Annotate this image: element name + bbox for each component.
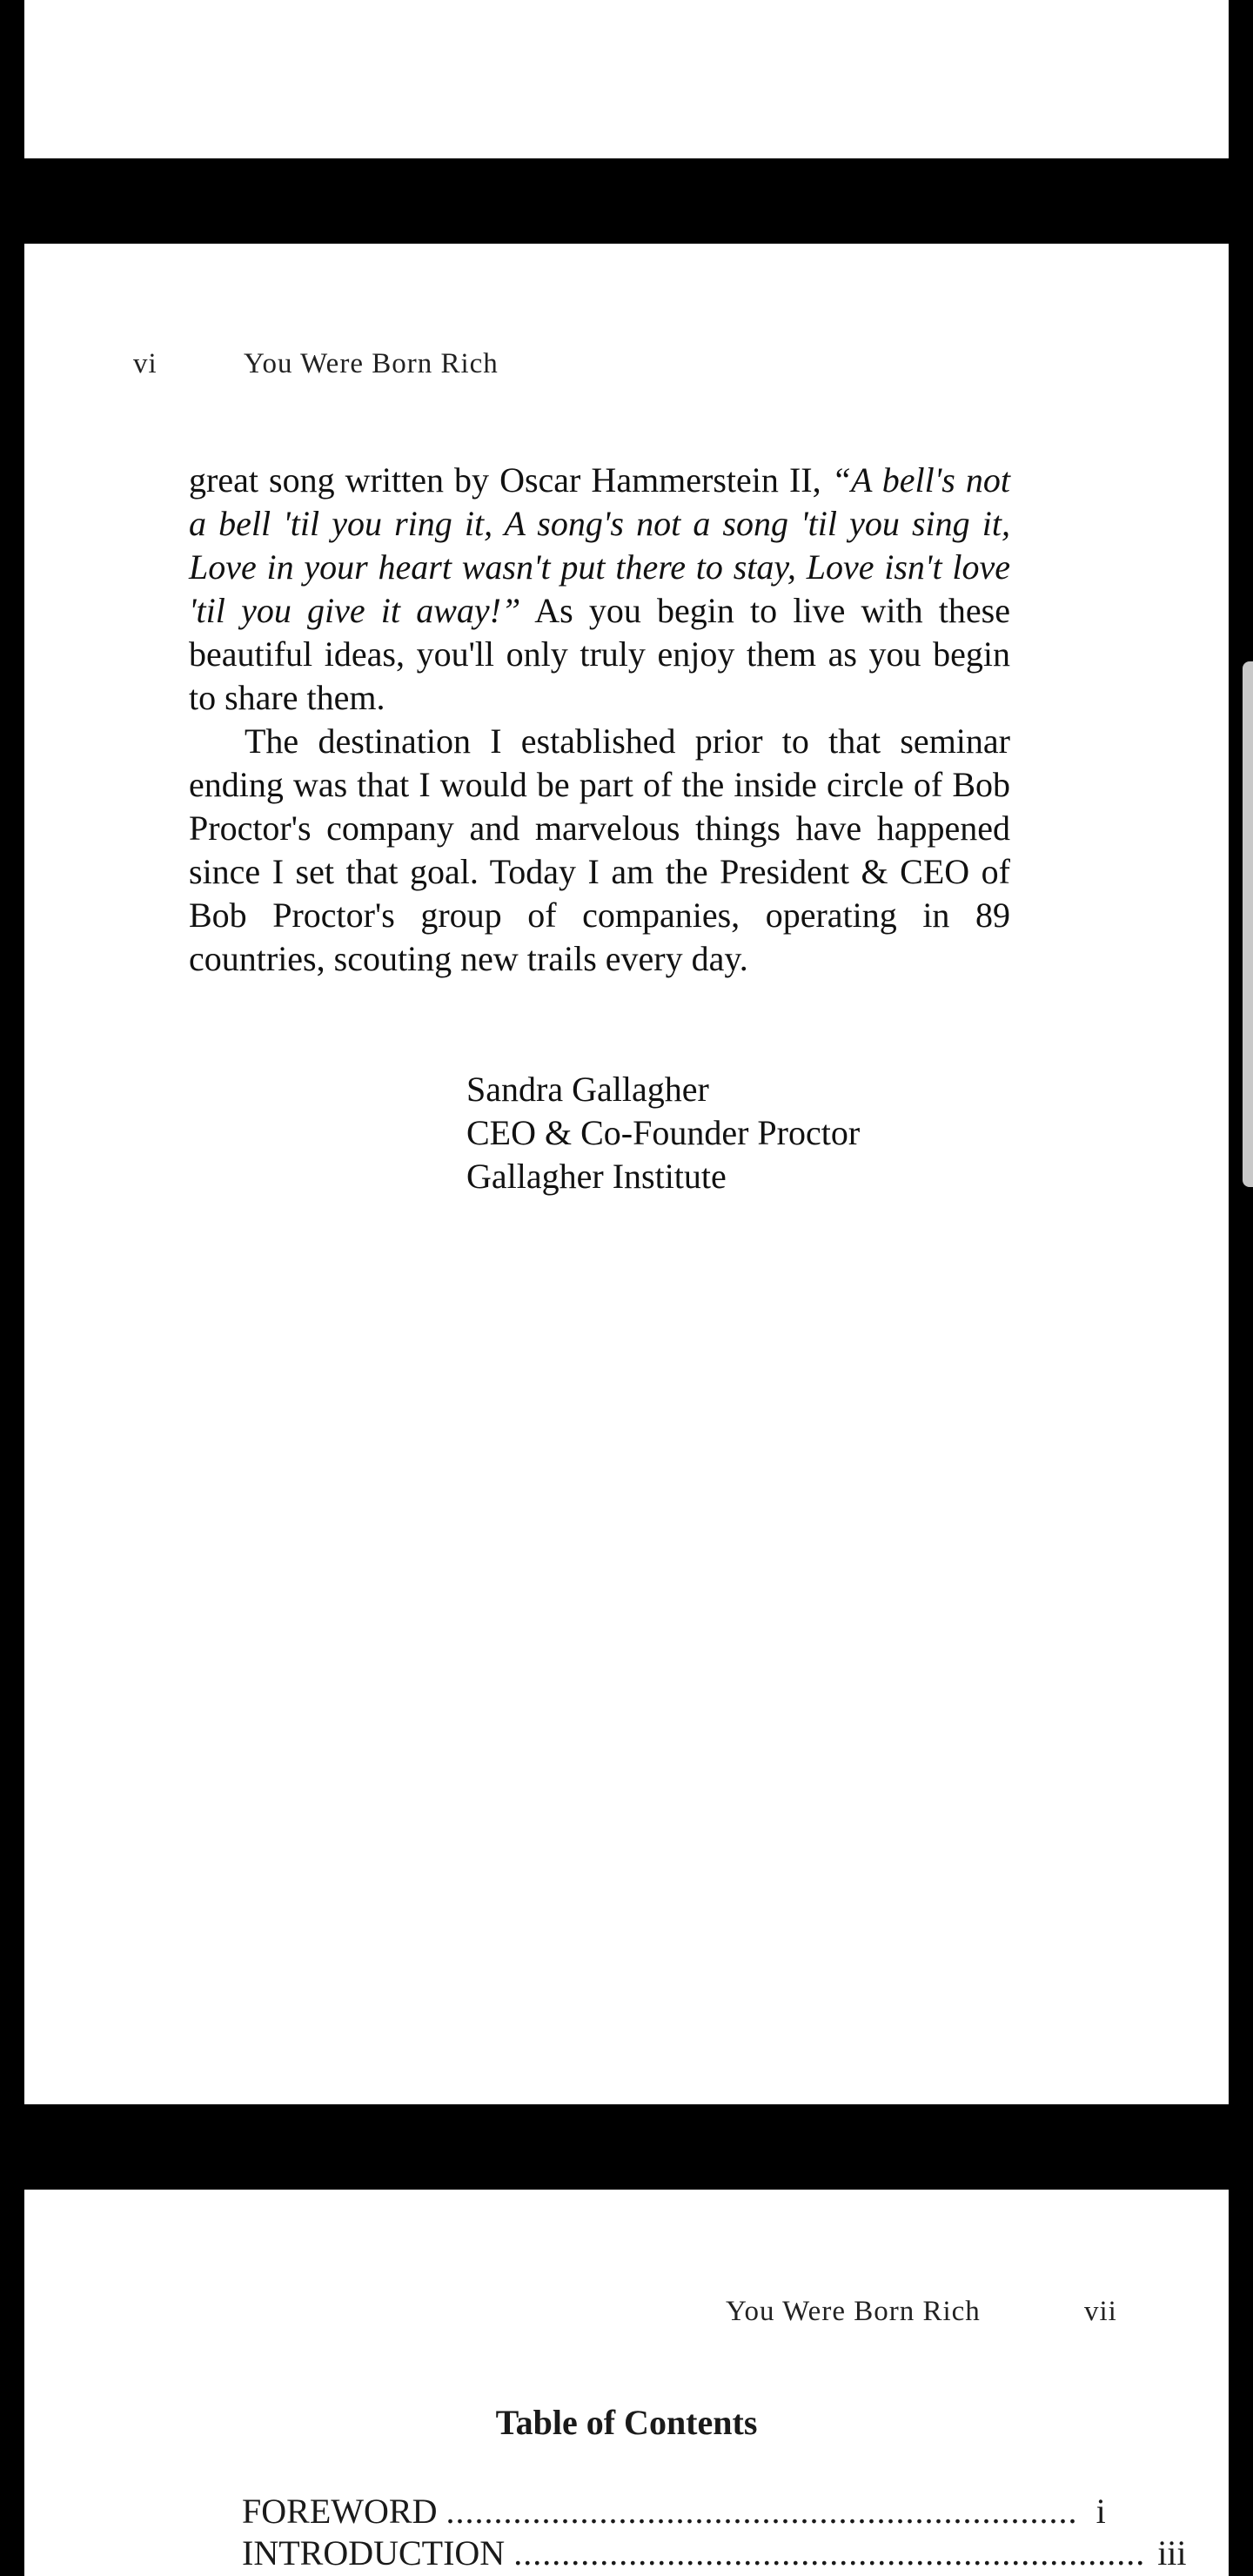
- toc-entry-leader: ..................................................................: [446, 2492, 1078, 2531]
- toc-entry[interactable]: [242, 2491, 1112, 2532]
- paragraph: [189, 720, 1010, 981]
- running-head-page-number: vi: [133, 348, 157, 379]
- running-head-book-title: You Were Born Rich: [244, 348, 499, 379]
- toc-entry-leader: ..................................................................: [513, 2533, 1146, 2573]
- toc-entry-page: iii: [1157, 2533, 1187, 2573]
- paragraph-text: great song written by Oscar Hammerstein II,: [189, 460, 832, 500]
- scroll-handle[interactable]: [1243, 661, 1253, 1187]
- signature-title: CEO & Co-Founder Proctor: [466, 1113, 861, 1152]
- signature-name: Sandra Gallagher: [466, 1070, 709, 1109]
- signature-block: [466, 1068, 860, 1198]
- toc-entry-label: FOREWORD: [242, 2492, 438, 2531]
- body-text: [189, 459, 1010, 981]
- page-vii: [24, 2190, 1229, 2576]
- toc-title: Table of Contents: [495, 2403, 758, 2442]
- running-head-page-number: vii: [1084, 2296, 1117, 2327]
- paragraph: [189, 459, 1010, 720]
- previous-page: [24, 0, 1229, 158]
- signature-organization: Gallagher Institute: [466, 1157, 727, 1196]
- paragraph-text: As you begin to live with these beautiful ideas, you'll only truly enjoy them as you begin to share them.: [189, 591, 1010, 717]
- toc-entry-label: INTRODUCTION: [242, 2533, 506, 2573]
- running-head-book-title: You Were Born Rich: [726, 2296, 981, 2327]
- toc-entry[interactable]: [242, 2532, 1187, 2574]
- page-vi: [24, 244, 1229, 2104]
- paragraph-text: The destination I established prior to that seminar ending was that I would be part of the inside circle of Bob Proctor's company and marvelous things have happened since I set that goal. Today I am the President & CEO of Bob Proctor's group of companies, operating in 89 countries, scouting new trails every day.: [189, 721, 1010, 978]
- paragraph-quote: “A bell's not a bell 'til you ring it, A song's not a song 'til you sing it, Love in your heart wasn't put there to stay, Love isn't love 'til you give it away!”: [189, 460, 1011, 630]
- toc-entry-page: i: [1096, 2492, 1106, 2531]
